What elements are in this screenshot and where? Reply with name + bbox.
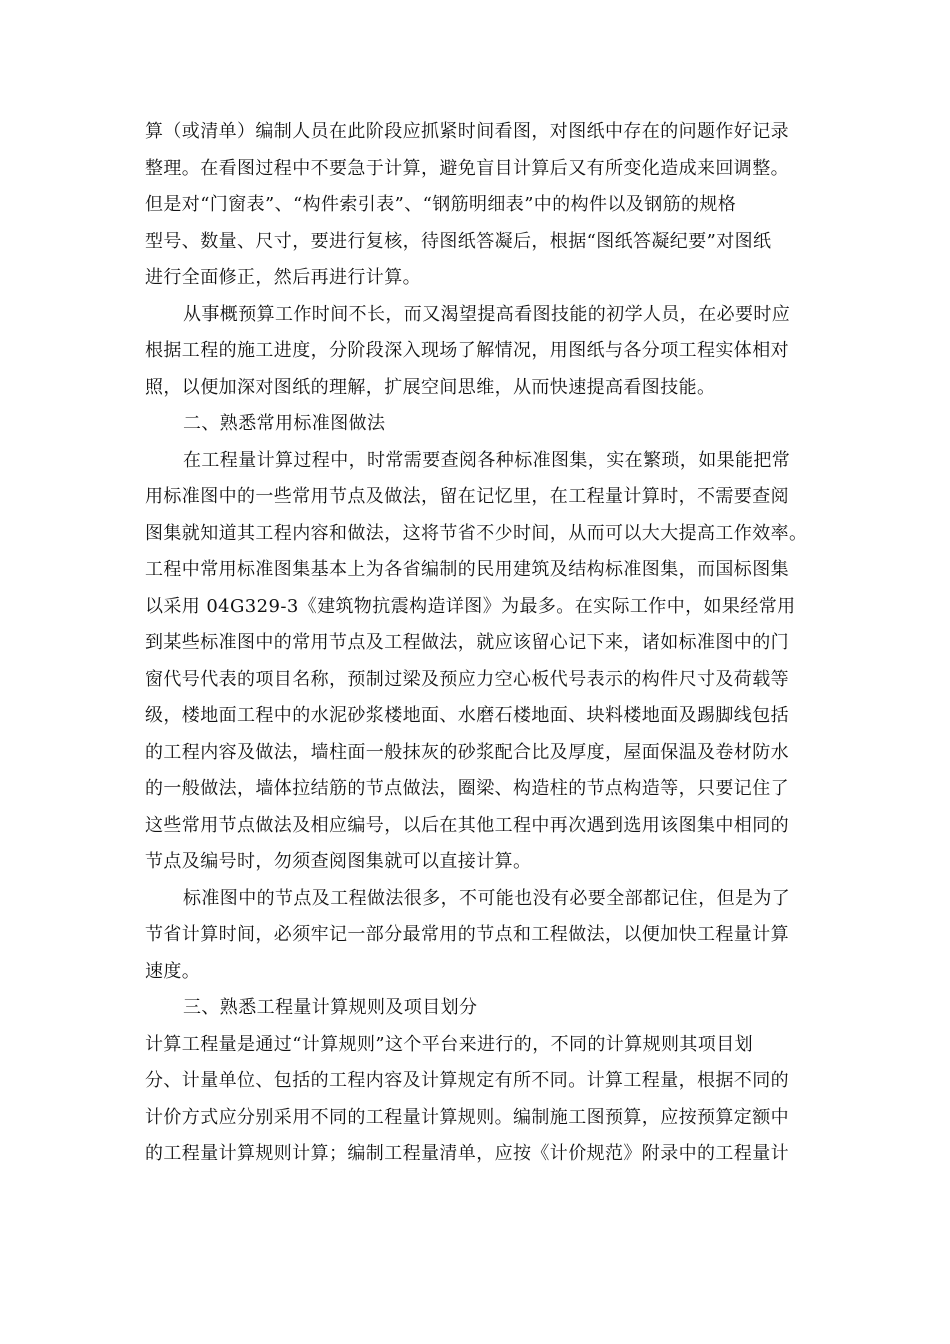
- text-line: 图集就知道其工程内容和做法，这将节省不少时间，从而可以大大提高工作效率。: [145, 522, 808, 544]
- text-line: 三、熟悉工程量计算规则及项目划分: [183, 997, 478, 1018]
- text-line: 但是对“门窗表”、“构件索引表”、“钢筋明细表”中的构件以及钢筋的规格: [145, 194, 737, 215]
- text-line: 计算工程量是通过“计算规则”这个平台来进行的，不同的计算规则其项目划: [145, 1033, 754, 1055]
- text-line: 窗代号代表的项目名称，预制过梁及预应力空心板代号表示的构件尺寸及荷载等: [145, 668, 789, 690]
- text-line: 分、计量单位、包括的工程内容及计算规定有所不同。计算工程量，根据不同的: [145, 1070, 789, 1091]
- text-line: 工程中常用标准图集基本上为各省编制的民用建筑及结构标准图集，而国标图集: [145, 559, 789, 580]
- text-line: 以采用 04G329-3《建筑物抗震构造详图》为最多。在实际工作中，如果经常用: [145, 595, 796, 617]
- text-line: 速度。: [145, 960, 201, 982]
- text-line: 照，以便加深对图纸的理解，扩展空间思维，从而快速提高看图技能。: [145, 376, 716, 398]
- text-line: 的一般做法，墙体拉结筋的节点做法，圈梁、构造柱的节点构造等，只要记住了: [145, 778, 789, 799]
- text-line: 从事概预算工作时间不长，而又渴望提高看图技能的初学人员，在必要时应: [183, 303, 791, 325]
- text-line: 型号、数量、尺寸，要进行复核，待图纸答凝后，根据“图纸答凝纪要”对图纸: [145, 230, 772, 252]
- text-line: 的工程量计算规则计算；编制工程量清单，应按《计价规范》附录中的工程量计: [145, 1143, 789, 1164]
- text-line: 算（或清单）编制人员在此阶段应抓紧时间看图，对图纸中存在的问题作好记录: [145, 121, 789, 142]
- document-body: [145, 114, 815, 1173]
- text-line: 在工程量计算过程中，时常需要查阅各种标准图集，实在繁琐，如果能把常: [183, 449, 791, 471]
- text-line: 二、熟悉常用标准图做法: [183, 413, 386, 434]
- text-line: 用标准图中的一些常用节点及做法，留在记忆里，在工程量计算时，不需要查阅: [145, 486, 789, 507]
- text-line: 到某些标准图中的常用节点及工程做法，就应该留心记下来，诸如标准图中的门: [145, 632, 789, 653]
- text-line: 进行全面修正，然后再进行计算。: [145, 267, 421, 288]
- text-line: 这些常用节点做法及相应编号，以后在其他工程中再次遇到选用该图集中相同的: [145, 814, 789, 836]
- text-line: 标准图中的节点及工程做法很多，不可能也没有必要全部都记住，但是为了: [183, 887, 791, 909]
- text-line: 整理。在看图过程中不要急于计算，避免盲目计算后又有所变化造成来回调整。: [145, 157, 789, 179]
- text-line: 的工程内容及做法，墙柱面一般抹灰的砂浆配合比及厚度，屋面保温及卷材防水: [145, 741, 789, 763]
- text-line: 节省计算时间，必须牢记一部分最常用的节点和工程做法，以便加快工程量计算: [145, 924, 789, 945]
- text-line: 节点及编号时，勿须查阅图集就可以直接计算。: [145, 851, 532, 872]
- text-line: 根据工程的施工进度，分阶段深入现场了解情况，用图纸与各分项工程实体相对: [145, 340, 789, 361]
- text-line: 级，楼地面工程中的水泥砂浆楼地面、水磨石楼地面、块料楼地面及踢脚线包括: [145, 705, 789, 726]
- text-line: 计价方式应分别采用不同的工程量计算规则。编制施工图预算，应按预算定额中: [145, 1106, 789, 1128]
